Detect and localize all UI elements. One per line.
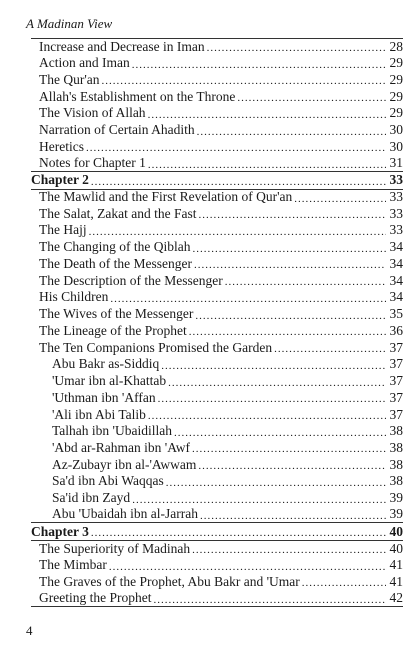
toc-subentry-title: Az-Zubayr ibn al-'Awwam	[52, 456, 197, 472]
toc-entry-title: The Vision of Allah	[39, 105, 146, 121]
toc-entry-title: Narration of Certain Ahadith	[39, 122, 195, 138]
leader-dots	[200, 507, 386, 522]
toc-entry-title: Increase and Decrease in Iman	[39, 38, 205, 54]
toc-subentry[interactable]	[31, 440, 403, 457]
leader-dots	[294, 190, 386, 205]
toc-subentry-page: 38	[389, 439, 403, 455]
leader-dots	[109, 558, 386, 573]
toc-entry[interactable]	[31, 138, 403, 155]
toc-entry-page: 40	[389, 540, 403, 556]
leader-dots	[102, 72, 386, 87]
toc-entry[interactable]	[31, 222, 403, 239]
toc-subentry-page: 37	[389, 406, 403, 422]
toc-entry[interactable]	[31, 256, 403, 273]
leader-dots	[86, 139, 386, 154]
toc-subentry-page: 38	[389, 456, 403, 472]
toc-entry-page: 36	[389, 322, 403, 338]
leader-dots	[174, 424, 386, 439]
toc-entry-page: 34	[389, 289, 403, 305]
toc-chapter-title: Chapter 2	[31, 172, 89, 188]
leader-dots	[198, 457, 386, 472]
toc-subentry[interactable]	[31, 490, 403, 507]
leader-dots	[197, 123, 386, 138]
leader-dots	[192, 440, 386, 455]
toc-chapter-page: 33	[389, 172, 403, 188]
toc-entry-page: 41	[389, 573, 403, 589]
toc-entry-title: The Mimbar	[39, 557, 107, 573]
toc-entry[interactable]	[31, 239, 403, 256]
toc-entry-title: Action and Iman	[39, 55, 130, 71]
toc-entry[interactable]	[31, 38, 403, 55]
toc-entry[interactable]	[31, 339, 403, 356]
toc-entry[interactable]	[31, 105, 403, 122]
toc-entry-title: Greeting the Prophet	[39, 590, 152, 606]
toc-entry-page: 33	[389, 205, 403, 221]
toc-entry-title: The Hajj	[39, 222, 87, 238]
leader-dots	[189, 323, 386, 338]
toc-entry[interactable]	[31, 71, 403, 88]
leader-dots	[192, 541, 386, 556]
toc-entry[interactable]	[31, 574, 403, 591]
toc-entry-page: 42	[389, 590, 403, 606]
leader-dots	[91, 524, 386, 539]
toc-entry-page: 29	[389, 88, 403, 104]
toc-entry[interactable]	[31, 189, 403, 206]
toc-subentry-page: 38	[389, 423, 403, 439]
toc-entry-title: The Mawlid and the First Revelation of Qur'an	[39, 189, 293, 205]
toc-chapter-heading[interactable]	[31, 523, 403, 540]
toc-entry-page: 41	[389, 557, 403, 573]
toc-entry-title: The Ten Companions Promised the Garden	[39, 339, 273, 355]
toc-entry-page: 31	[389, 155, 403, 171]
leader-dots	[158, 390, 386, 405]
toc-entry-title: The Wives of the Messenger	[39, 306, 194, 322]
toc-entry-title: Heretics	[39, 138, 84, 154]
toc-entry-title: The Graves of the Prophet, Abu Bakr and 'Umar	[39, 573, 300, 589]
toc-subentry[interactable]	[31, 373, 403, 390]
toc-subentry[interactable]	[31, 456, 403, 473]
toc-subentry[interactable]	[31, 356, 403, 373]
leader-dots	[161, 357, 386, 372]
toc-subentry[interactable]	[31, 423, 403, 440]
leader-dots	[132, 56, 386, 71]
toc-entry-page: 30	[389, 138, 403, 154]
toc-entry[interactable]	[31, 557, 403, 574]
leader-dots	[192, 240, 386, 255]
leader-dots	[274, 340, 386, 355]
toc-entry-title: The Description of the Messenger	[39, 272, 223, 288]
toc-subentry-page: 39	[389, 490, 403, 506]
toc-subentry-page: 37	[389, 389, 403, 405]
leader-dots	[153, 591, 386, 606]
toc-subentry[interactable]	[31, 507, 403, 524]
toc-entry-page: 33	[389, 222, 403, 238]
toc-chapter-title: Chapter 3	[31, 523, 89, 539]
toc-entry-page: 37	[389, 339, 403, 355]
toc-entry[interactable]	[31, 322, 403, 339]
toc-entry-page: 34	[389, 272, 403, 288]
toc-entry[interactable]	[31, 306, 403, 323]
table-of-contents	[31, 38, 403, 607]
toc-subentry-title: 'Umar ibn al-Khattab	[52, 373, 167, 389]
toc-entry[interactable]	[31, 88, 403, 105]
leader-dots	[110, 290, 386, 305]
toc-entry[interactable]	[31, 122, 403, 139]
toc-subentry-title: Abu 'Ubaidah ibn al-Jarrah	[52, 506, 199, 522]
toc-entry-page: 28	[389, 38, 403, 54]
leader-dots	[302, 574, 386, 589]
leader-dots	[89, 223, 386, 238]
toc-subentry[interactable]	[31, 406, 403, 423]
toc-entry-title: Allah's Establishment on the Throne	[39, 88, 236, 104]
toc-subentry-page: 39	[389, 506, 403, 522]
toc-entry-title: The Lineage of the Prophet	[39, 322, 187, 338]
toc-chapter-page: 40	[389, 523, 403, 539]
toc-entry[interactable]	[31, 205, 403, 222]
toc-entry-title: The Qur'an	[39, 71, 100, 87]
toc-entry-page: 34	[389, 255, 403, 271]
leader-dots	[166, 474, 386, 489]
toc-subentry[interactable]	[31, 473, 403, 490]
toc-entry[interactable]	[31, 55, 403, 72]
toc-chapter-heading[interactable]	[31, 172, 403, 189]
leader-dots	[194, 256, 386, 271]
toc-subentry-page: 37	[389, 373, 403, 389]
toc-subentry[interactable]	[31, 389, 403, 406]
toc-entry-page: 29	[389, 55, 403, 71]
leader-dots	[148, 407, 386, 422]
toc-entry[interactable]	[31, 155, 403, 172]
toc-entry-page: 35	[389, 306, 403, 322]
toc-entry-title: His Children	[39, 289, 109, 305]
leader-dots	[195, 307, 386, 322]
toc-subentry-title: 'Abd ar-Rahman ibn 'Awf	[52, 439, 190, 455]
toc-entry[interactable]	[31, 289, 403, 306]
toc-entry-title: The Changing of the Qiblah	[39, 239, 191, 255]
toc-entry[interactable]	[31, 540, 403, 557]
toc-subentry-title: 'Ali ibn Abi Talib	[52, 406, 146, 422]
toc-entry[interactable]	[31, 590, 403, 607]
toc-subentry-page: 37	[389, 356, 403, 372]
page-number: 4	[26, 623, 33, 638]
toc-entry-title: Notes for Chapter 1	[39, 155, 146, 171]
toc-subentry-page: 38	[389, 473, 403, 489]
leader-dots	[198, 206, 386, 221]
toc-entry-page: 34	[389, 239, 403, 255]
leader-dots	[207, 39, 386, 54]
toc-entry[interactable]	[31, 272, 403, 289]
leader-dots	[91, 173, 386, 188]
toc-entry-title: The Superiority of Madinah	[39, 540, 191, 556]
leader-dots	[237, 89, 386, 104]
leader-dots	[168, 374, 386, 389]
leader-dots	[225, 273, 386, 288]
leader-dots	[148, 106, 386, 121]
running-head: A Madinan View	[26, 16, 113, 31]
toc-entry-page: 29	[389, 105, 403, 121]
leader-dots	[148, 156, 386, 171]
toc-entry-page: 29	[389, 71, 403, 87]
toc-subentry-title: Talhah ibn 'Ubaidillah	[52, 423, 172, 439]
toc-subentry-title: Sa'd ibn Abi Waqqas	[52, 473, 164, 489]
toc-entry-title: The Salat, Zakat and the Fast	[39, 205, 197, 221]
toc-entry-page: 30	[389, 122, 403, 138]
toc-subentry-title: Sa'id ibn Zayd	[52, 490, 131, 506]
leader-dots	[132, 491, 386, 506]
toc-subentry-title: Abu Bakr as-Siddiq	[52, 356, 160, 372]
toc-entry-page: 33	[389, 189, 403, 205]
toc-entry-title: The Death of the Messenger	[39, 255, 192, 271]
toc-subentry-title: 'Uthman ibn 'Affan	[52, 389, 156, 405]
